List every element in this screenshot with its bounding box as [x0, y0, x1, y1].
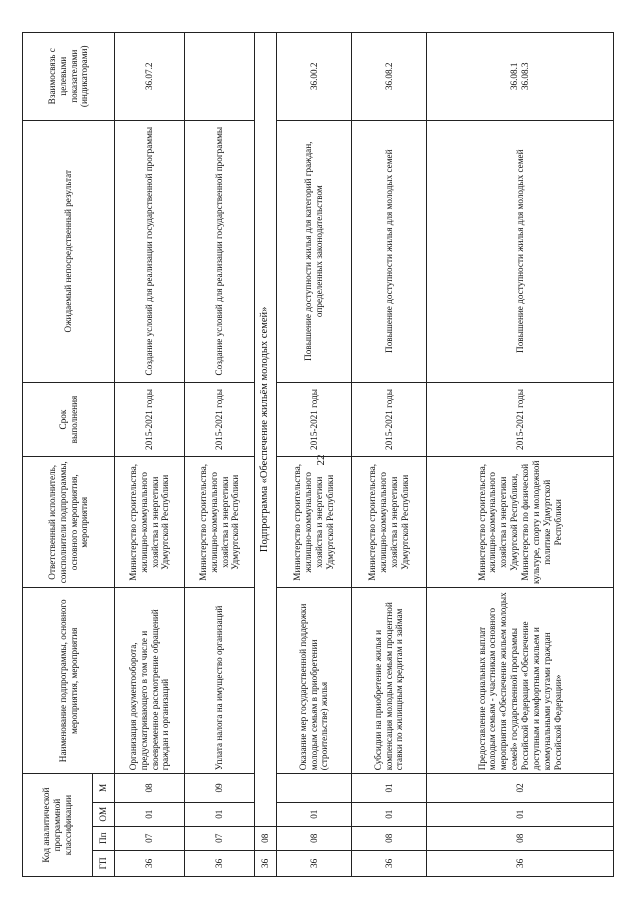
header-code-group: Код аналитической программной классификации — [23, 774, 93, 877]
cell-link — [427, 33, 614, 121]
header-row-1 — [23, 33, 93, 877]
cell-link: 36.00.2 — [277, 33, 352, 121]
cell-responsible: Министерство строительства, жилищно-коммунального хозяйства и энергетики Удмуртской Республики — [352, 457, 427, 588]
cell-link: 36.08.2 — [352, 33, 427, 121]
cell-pp: 08 — [277, 826, 352, 850]
cell-link: 36.07.2 — [115, 33, 185, 121]
cell-term: 2015-2021 годы — [115, 382, 185, 456]
cell-om: 01 — [115, 802, 185, 826]
cell-gp: 36 — [352, 850, 427, 876]
cell-gp: 36 — [277, 850, 352, 876]
header-result: Ожидаемый непосредственный результат — [23, 120, 115, 382]
header-name: Наименование подпрограммы, основного мероприятия, мероприятия — [23, 588, 115, 774]
cell-result: Повышение доступности жилья для категорий граждан, определенных законодательством — [277, 120, 352, 382]
cell-pp: 08 — [255, 826, 277, 850]
cell-result: Повышение доступности жилья для молодых семей — [352, 120, 427, 382]
cell-om: 01 — [277, 802, 352, 826]
cell-result: Повышение доступности жилья для молодых семей — [427, 120, 614, 382]
header-responsible: Ответственный исполнитель, соисполнители подпрограммы, основного мероприятия, мероприятия — [23, 457, 115, 588]
subprogram-row — [255, 33, 277, 877]
cell-pp: 08 — [427, 826, 614, 850]
cell-name: Предоставление социальных выплат молодым семьям - участникам основного мероприятия «Обеспечение жильем молодых семей» государственной программы Российской Федерации «Обеспечение доступным и комфортным жильем и коммунальными услугами граждан Российской Федерации» — [427, 588, 614, 774]
link-line: 36.08.3 — [520, 62, 530, 91]
cell-responsible: Министерство строительства, жилищно-коммунального хозяйства и энергетики Удмуртской Республики — [277, 457, 352, 588]
cell-gp: 36 — [255, 850, 277, 876]
cell-term: 2015-2021 годы — [277, 382, 352, 456]
cell-m: 01 — [352, 774, 427, 802]
cell-responsible: Министерство строительства, жилищно-коммунального хозяйства и энергетики Удмуртской Республики, Министерство по физической культуре, спорту и молодежной политике Удмуртской Республики — [427, 457, 614, 588]
table-row — [352, 33, 427, 877]
cell-name: Субсидии на приобретение жилья и компенсация молодым семьям процентной ставки по жилищным кредитам и займам — [352, 588, 427, 774]
cell-gp: 36 — [115, 850, 185, 876]
rotated-table-wrapper — [22, 32, 614, 877]
cell-om: 01 — [352, 802, 427, 826]
program-measures-table — [22, 32, 614, 877]
table-row — [185, 33, 255, 877]
header-pp: Пп — [93, 826, 115, 850]
cell-gp: 36 — [427, 850, 614, 876]
cell-m: 08 — [115, 774, 185, 802]
table-row — [427, 33, 614, 877]
header-m: М — [93, 774, 115, 802]
subprogram-title: Подпрограмма «Обеспечение жильём молодых семей» — [255, 33, 277, 827]
cell-m — [277, 774, 352, 802]
cell-gp: 36 — [185, 850, 255, 876]
header-gp: ГП — [93, 850, 115, 876]
cell-name: Уплата налога на имущество организаций — [185, 588, 255, 774]
cell-term: 2015-2021 годы — [352, 382, 427, 456]
cell-term: 2015-2021 годы — [427, 382, 614, 456]
table-row — [115, 33, 185, 877]
cell-term: 2015-2021 годы — [185, 382, 255, 456]
cell-pp: 08 — [352, 826, 427, 850]
cell-link — [185, 33, 255, 121]
cell-responsible: Министерство строительства, жилищно-коммунального хозяйства и энергетики Удмуртской Республики — [115, 457, 185, 588]
page-number: 22 — [315, 454, 327, 466]
header-om: ОМ — [93, 802, 115, 826]
cell-om: 01 — [185, 802, 255, 826]
table-row — [277, 33, 352, 877]
cell-result: Создание условий для реализации государственной программы — [185, 120, 255, 382]
cell-om: 01 — [427, 802, 614, 826]
cell-pp: 07 — [185, 826, 255, 850]
cell-name: Оказание мер государственной поддержки молодым семьям в приобретении (строительстве) жилья — [277, 588, 352, 774]
cell-m: 02 — [427, 774, 614, 802]
cell-pp: 07 — [115, 826, 185, 850]
cell-responsible: Министерство строительства, жилищно-коммунального хозяйства и энергетики Удмуртской Республики — [185, 457, 255, 588]
cell-m: 09 — [185, 774, 255, 802]
header-term: Срок выполнения — [23, 382, 115, 456]
cell-result: Создание условий для реализации государственной программы — [115, 120, 185, 382]
link-line: 36.08.1 — [509, 62, 520, 91]
header-link: Взаимосвязь с целевыми показателями (индикаторами) — [23, 33, 115, 121]
cell-name: Организация документооборота, предусматривающего в том числе и своевременное рассмотрение обращений граждан и организаций — [115, 588, 185, 774]
